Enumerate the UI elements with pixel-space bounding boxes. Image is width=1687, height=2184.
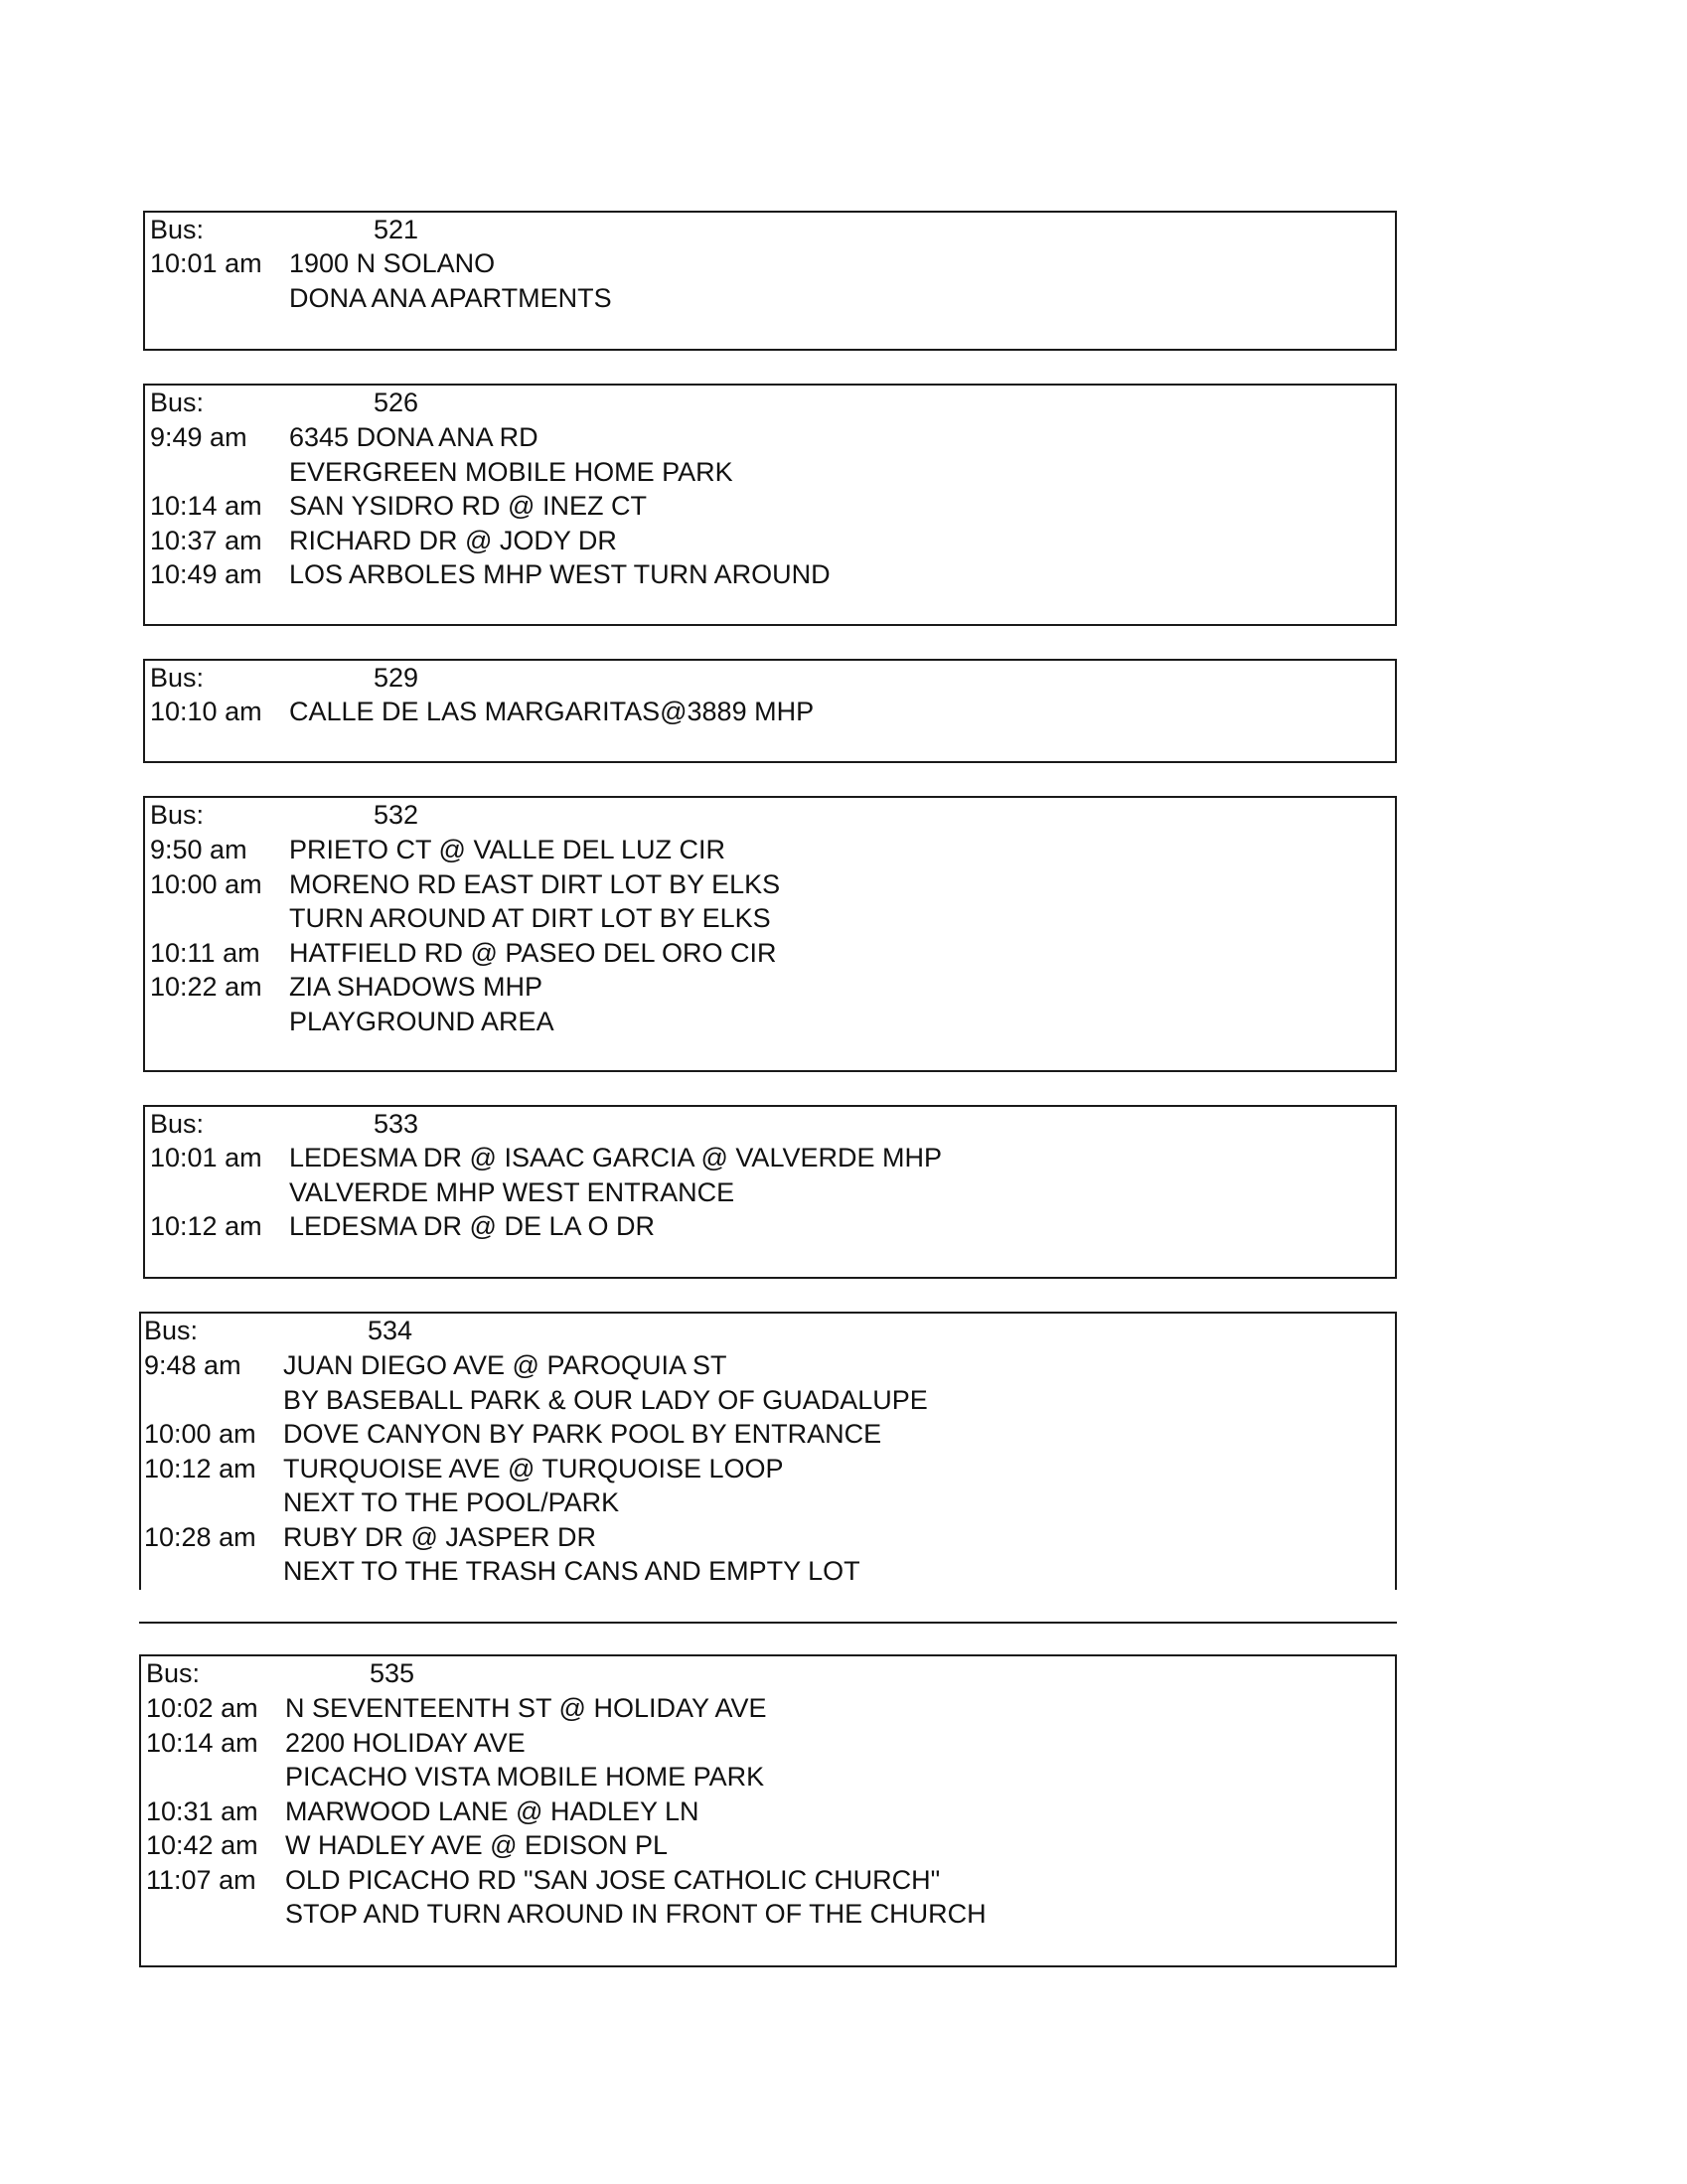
stop-time: 10:10 am xyxy=(150,697,262,726)
bus-label: Bus: xyxy=(150,800,205,830)
bus-number: 521 xyxy=(374,215,419,244)
stop-location: MORENO RD EAST DIRT LOT BY ELKS xyxy=(289,869,781,899)
stop-time: 10:22 am xyxy=(150,972,262,1002)
stop-location: LEDESMA DR @ ISAAC GARCIA @ VALVERDE MHP xyxy=(289,1143,942,1172)
bus-schedule-box xyxy=(143,211,1397,351)
stop-time: 10:00 am xyxy=(144,1419,256,1449)
bus-number: 526 xyxy=(374,388,419,417)
stop-time: 10:14 am xyxy=(146,1728,258,1758)
bus-number: 529 xyxy=(374,663,419,693)
stop-location: PICACHO VISTA MOBILE HOME PARK xyxy=(285,1762,765,1792)
stop-location: SAN YSIDRO RD @ INEZ CT xyxy=(289,491,647,521)
stop-location: STOP AND TURN AROUND IN FRONT OF THE CHURCH xyxy=(285,1899,987,1929)
stop-location: NEXT TO THE TRASH CANS AND EMPTY LOT xyxy=(283,1556,860,1586)
stop-location: DOVE CANYON BY PARK POOL BY ENTRANCE xyxy=(283,1419,882,1449)
stop-location: JUAN DIEGO AVE @ PAROQUIA ST xyxy=(283,1350,727,1380)
stop-time: 9:48 am xyxy=(144,1350,241,1380)
stop-time: 10:11 am xyxy=(150,938,260,968)
stop-time: 10:00 am xyxy=(150,869,262,899)
box-top-border xyxy=(139,1312,1397,1314)
stop-time: 10:28 am xyxy=(144,1522,256,1552)
stop-time: 10:31 am xyxy=(146,1796,258,1826)
box-bottom-border xyxy=(139,1622,1397,1624)
stop-location: 2200 HOLIDAY AVE xyxy=(285,1728,526,1758)
box-right-border xyxy=(1395,1312,1397,1590)
stop-location: RUBY DR @ JASPER DR xyxy=(283,1522,596,1552)
stop-time: 10:14 am xyxy=(150,491,262,521)
stop-location: NEXT TO THE POOL/PARK xyxy=(283,1487,620,1517)
bus-schedule-box xyxy=(143,796,1397,1072)
bus-schedule-box xyxy=(143,384,1397,626)
stop-location: TURN AROUND AT DIRT LOT BY ELKS xyxy=(289,903,771,933)
stop-location: PLAYGROUND AREA xyxy=(289,1007,554,1036)
bus-label: Bus: xyxy=(150,1109,205,1139)
bus-schedule-box xyxy=(143,1105,1397,1279)
stop-location: OLD PICACHO RD "SAN JOSE CATHOLIC CHURCH" xyxy=(285,1865,941,1895)
bus-label: Bus: xyxy=(144,1316,199,1345)
stop-location: VALVERDE MHP WEST ENTRANCE xyxy=(289,1177,735,1207)
stop-time: 9:50 am xyxy=(150,835,247,864)
stop-location: CALLE DE LAS MARGARITAS@3889 MHP xyxy=(289,697,815,726)
stop-time: 10:42 am xyxy=(146,1830,258,1860)
bus-number: 534 xyxy=(368,1316,413,1345)
stop-location: RICHARD DR @ JODY DR xyxy=(289,526,617,555)
stop-location: 1900 N SOLANO xyxy=(289,248,496,278)
stop-location: EVERGREEN MOBILE HOME PARK xyxy=(289,457,733,487)
stop-time: 10:12 am xyxy=(150,1211,262,1241)
stop-time: 11:07 am xyxy=(146,1865,256,1895)
stop-time: 10:49 am xyxy=(150,559,262,589)
stop-location: LEDESMA DR @ DE LA O DR xyxy=(289,1211,656,1241)
box-left-border xyxy=(139,1312,141,1590)
bus-label: Bus: xyxy=(146,1658,201,1688)
bus-number: 535 xyxy=(370,1658,415,1688)
stop-time: 10:02 am xyxy=(146,1693,258,1723)
stop-location: ZIA SHADOWS MHP xyxy=(289,972,543,1002)
stop-location: MARWOOD LANE @ HADLEY LN xyxy=(285,1796,699,1826)
bus-number: 533 xyxy=(374,1109,419,1139)
bus-number: 532 xyxy=(374,800,419,830)
bus-schedule-box xyxy=(143,659,1397,763)
bus-label: Bus: xyxy=(150,388,205,417)
bus-label: Bus: xyxy=(150,663,205,693)
stop-location: DONA ANA APARTMENTS xyxy=(289,283,612,313)
stop-time: 10:01 am xyxy=(150,1143,262,1172)
stop-location: N SEVENTEENTH ST @ HOLIDAY AVE xyxy=(285,1693,767,1723)
bus-label: Bus: xyxy=(150,215,205,244)
stop-time: 9:49 am xyxy=(150,422,247,452)
stop-location: 6345 DONA ANA RD xyxy=(289,422,538,452)
stop-location: BY BASEBALL PARK & OUR LADY OF GUADALUPE xyxy=(283,1385,928,1415)
stop-location: HATFIELD RD @ PASEO DEL ORO CIR xyxy=(289,938,777,968)
bus-schedule-box xyxy=(139,1312,1397,1590)
stop-time: 10:37 am xyxy=(150,526,262,555)
stop-location: PRIETO CT @ VALLE DEL LUZ CIR xyxy=(289,835,726,864)
stop-location: TURQUOISE AVE @ TURQUOISE LOOP xyxy=(283,1454,784,1483)
stop-time: 10:01 am xyxy=(150,248,262,278)
bus-schedule-box xyxy=(139,1654,1397,1967)
stop-location: LOS ARBOLES MHP WEST TURN AROUND xyxy=(289,559,831,589)
stop-location: W HADLEY AVE @ EDISON PL xyxy=(285,1830,669,1860)
stop-time: 10:12 am xyxy=(144,1454,256,1483)
